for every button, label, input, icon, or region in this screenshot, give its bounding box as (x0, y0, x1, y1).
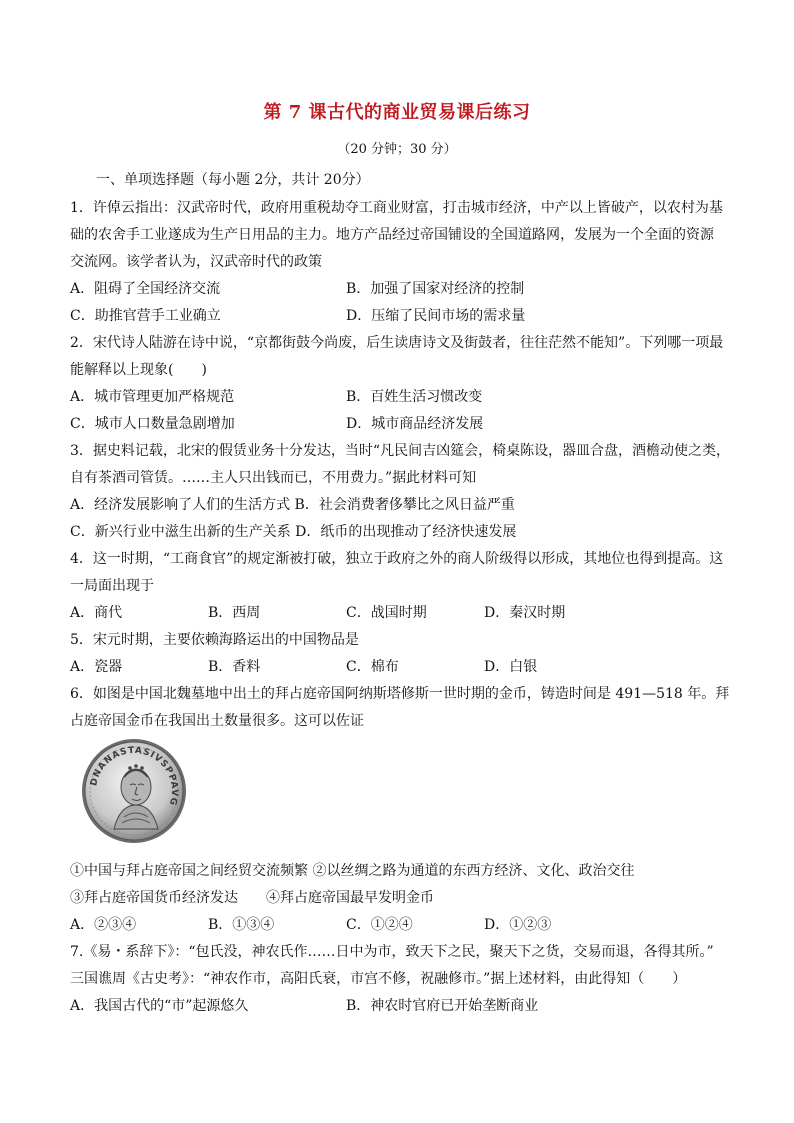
question-5-option-d: D．白银 (484, 659, 538, 675)
byzantine-gold-coin-image (80, 737, 188, 845)
question-6-option-a: A．②③④ (70, 917, 137, 933)
svg-text:DNANASTASIVSPPAVG: DNANASTASIVSPPAVG (89, 745, 180, 807)
page-subtitle: （20 分钟；30 分） (337, 142, 457, 157)
question-6-statement: ③拜占庭帝国货币经济发达 ④拜占庭帝国最早发明金币 (70, 890, 434, 906)
question-2-line: 能解释以上现象( ) (70, 362, 207, 378)
question-4-option-c: C．战国时期 (346, 605, 427, 621)
question-7-option-a: A．我国古代的“市”起源悠久 (70, 998, 249, 1014)
section-heading: 一、单项选择题（每小题 2分，共计 20分） (96, 172, 370, 188)
question-4-option-d: D．秦汉时期 (484, 605, 566, 621)
question-2-option-a: A．城市管理更加严格规范 (70, 389, 235, 405)
question-5-option-a: A．瓷器 (70, 659, 123, 675)
question-1-line: 交流网。该学者认为，汉武帝时代的政策 (70, 254, 322, 270)
question-5-option-b: B．香料 (208, 659, 261, 675)
question-4-option-b: B．西周 (208, 605, 261, 621)
question-1-option-d: D．压缩了民间市场的需求量 (346, 308, 526, 324)
question-3-option-cd: C．新兴行业中滋生出新的生产关系 D．纸币的出现推动了经济快速发展 (70, 524, 517, 540)
question-7-option-b: B．神农时官府已开始垄断商业 (346, 998, 539, 1014)
question-4-option-a: A．商代 (70, 605, 123, 621)
question-4-line: 一局面出现于 (70, 578, 154, 594)
question-3-line: 自有茶酒司管赁。……主人只出钱而已，不用费力。”据此材料可知 (70, 470, 477, 486)
question-7-line: 三国谯周《古史考》：“神农作市，高阳氏衰，市宫不修，祝融修市。”据上述材料，由此得知（ ） (70, 971, 687, 987)
question-7-line: 7.《易・系辞下》：“包氏没，神农氏作……日中为市，致天下之民，聚天下之货，交易而退，各得其所。” (70, 944, 714, 960)
question-4-line: 4．这一时期，“工商食官”的规定渐被打破，独立于政府之外的商人阶级得以形成，其地位也得到提高。这 (70, 551, 724, 567)
question-1-option-c: C．助推官营手工业确立 (70, 308, 221, 324)
question-1-line: 1．许倬云指出：汉武帝时代，政府用重税劫夺工商业财富，打击城市经济，中产以上皆破产，以农村为基 (70, 200, 723, 216)
question-6-option-d: D．①②③ (484, 917, 552, 933)
question-6-line: 占庭帝国金币在我国出土数量很多。这可以佐证 (70, 713, 364, 729)
question-3-line: 3．据史料记载，北宋的假赁业务十分发达，当时“凡民间吉凶筵会，椅桌陈设，器皿合盘，酒檐动使之类， (70, 443, 731, 459)
question-6-statement: ①中国与拜占庭帝国之间经贸交流频繁 ②以丝绸之路为通道的东西方经济、文化、政治交往 (70, 863, 635, 879)
question-6-option-c: C．①②④ (346, 917, 413, 933)
question-1-option-b: B．加强了国家对经济的控制 (346, 281, 525, 297)
question-2-line: 2．宋代诗人陆游在诗中说，“京都街鼓今尚废，后生读唐诗文及街鼓者，往往茫然不能知”。下列哪一项最 (70, 335, 724, 351)
question-3-option-ab: A．经济发展影响了人们的生活方式 B．社会消费奢侈攀比之风日益严重 (70, 497, 515, 513)
question-1-option-a: A．阻碍了全国经济交流 (70, 281, 221, 297)
question-2-option-d: D．城市商品经济发展 (346, 416, 484, 432)
question-6-option-b: B．①③④ (208, 917, 275, 933)
question-2-option-c: C．城市人口数量急剧增加 (70, 416, 235, 432)
question-1-line: 础的农舍手工业遂成为生产日用品的主力。地方产品经过帝国铺设的全国道路网，发展为一个全面的资源 (70, 227, 714, 243)
question-2-option-b: B．百姓生活习惯改变 (346, 389, 483, 405)
question-5-option-c: C．棉布 (346, 659, 399, 675)
question-6-line: 6．如图是中国北魏墓地中出土的拜占庭帝国阿纳斯塔修斯一世时期的金币，铸造时间是 491—518 年。拜 (70, 686, 730, 702)
page-title: 第 7 课古代的商业贸易课后练习 (263, 102, 531, 123)
question-5-line: 5．宋元时期，主要依赖海路运出的中国物品是 (70, 632, 359, 648)
